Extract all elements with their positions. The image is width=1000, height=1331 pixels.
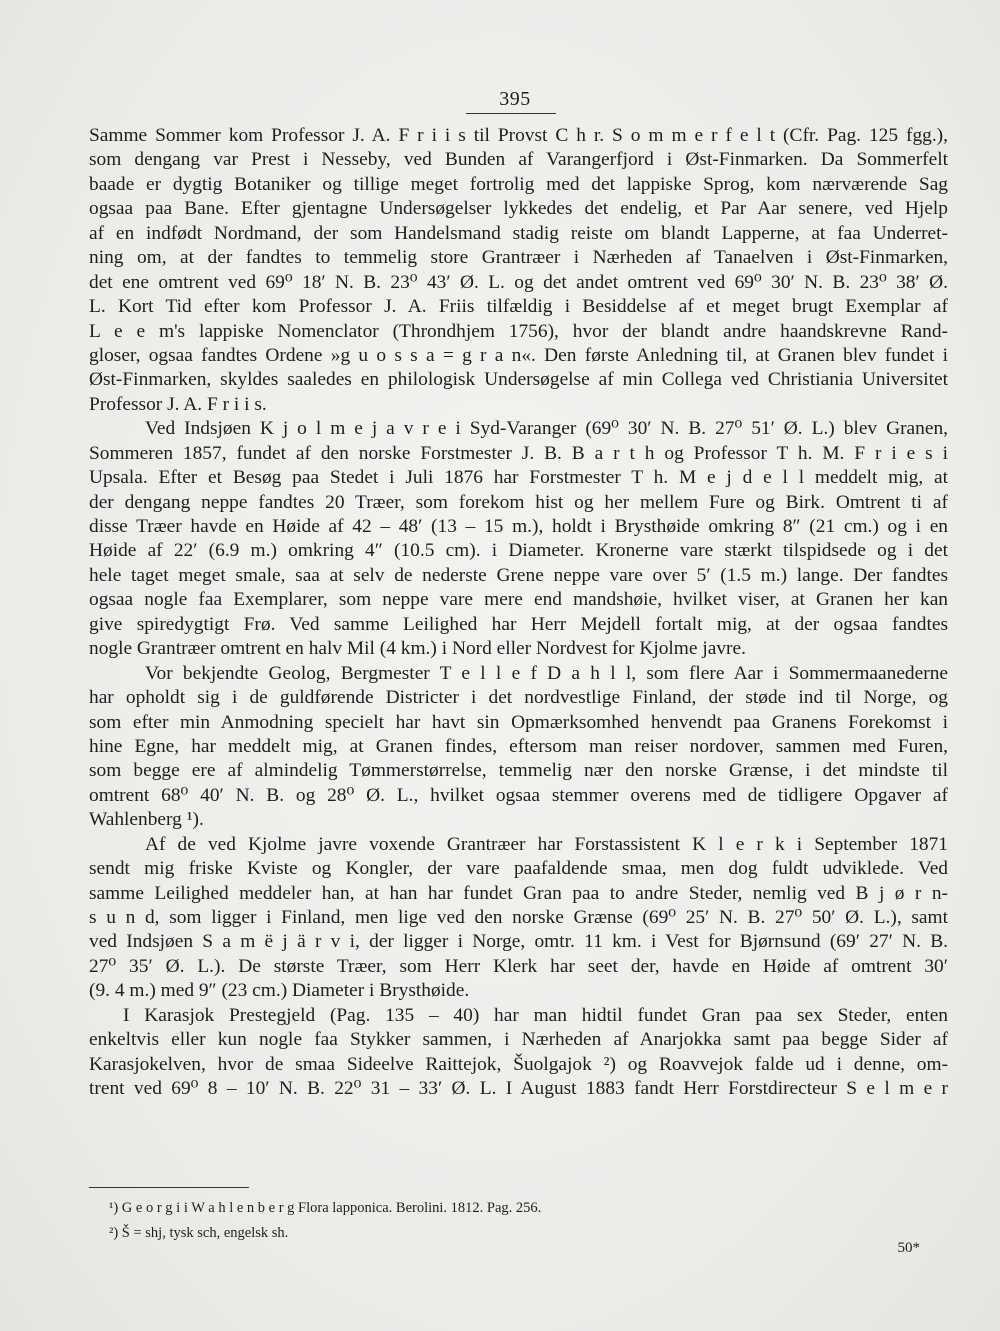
text-line: trent ved 69⁰ 8 – 10′ N. B. 22⁰ 31 – 33′ Ø. L. I August 1883 fandt Herr Forstdirecteur S e l m e r [89, 1078, 948, 1100]
text-line: Wahlenberg ¹). [89, 809, 204, 831]
text-line: L. Kort Tid efter kom Professor J. A. Friis tilfældig i Besiddelse af et meget brugt Exemplar af [89, 296, 948, 318]
text-line: Øst-Finmarken, skyldes saaledes en philologisk Undersøgelse af min Collega ved Christiania Universitet [89, 369, 948, 391]
body-text [89, 124, 948, 1102]
text-line: Samme Sommer kom Professor J. A. F r i i s til Provst C h r. S o m m e r f e l t (Cfr. Pag. 125 fgg.), [89, 125, 948, 146]
text-line: ning om, at der fandtes to temmelig store Grantræer i Nærheden af Tanaelven i Øst-Finmarken, [89, 247, 948, 269]
text-line: ved Indsjøen S a m ë j ä r v i, der ligger i Norge, omtr. 11 km. i Vest for Bjørnsund (69′ 27′ N. B. [89, 931, 948, 953]
text-line: I Karasjok Prestegjeld (Pag. 135 – 40) har man hidtil fundet Gran paa sex Steder, enten [123, 1004, 948, 1026]
text-line: give spiredygtigt Frø. Ved samme Leilighed har Herr Mejdell fortalt mig, at der ogsaa fandtes [89, 613, 948, 635]
text-line: ogsaa paa Bane. Efter gjentagne Undersøgelser lykkedes det endelig, et Par Aar senere, ved Hjelp [89, 198, 948, 220]
text-line: Høide af 22′ (6.9 m.) omkring 4″ (10.5 cm). i Diameter. Kronerne vare stærkt tilspidsede og i det [89, 540, 948, 562]
text-line: enkeltvis eller kun nogle faa Stykker sammen, i Nærheden af Anarjokka samt paa begge Sider af [89, 1029, 948, 1051]
text-line: L e e m's lappiske Nomenclator (Throndhjem 1756), hvor der blandt andre haandskrevne Rand- [89, 320, 948, 342]
text-line: der dengang neppe fandtes 20 Træer, som forekom hist og her mellem Fure og Birk. Omtrent ti af [89, 491, 948, 513]
text-line: Sommeren 1857, fundet af den norske Forstmester J. B. B a r t h og Professor T h. M. F r i e s i [89, 442, 948, 464]
text-line: gloser, ogsaa fandtes Ordene »g u o s s a = g r a n«. Den første Anledning til, at Granen blev fundet i [89, 344, 948, 366]
text-line: omtrent 68⁰ 40′ N. B. og 28⁰ Ø. L., hvilket ogsaa stemmer overens med de tidligere Opgaver af [89, 784, 948, 806]
text-line: Professor J. A. F r i i s. [89, 393, 267, 415]
footnote-rule [89, 1187, 249, 1188]
text-line: Vor bekjendte Geolog, Bergmester T e l l e f D a h l l, som flere Aar i Sommermaanederne [145, 662, 948, 684]
signature-mark: 50* [897, 1240, 920, 1256]
text-line: disse Træer havde en Høide af 42 – 48′ (13 – 15 m.), holdt i Brysthøide omkring 8″ (21 cm.) og i en [89, 516, 948, 537]
text-line: af en indfødt Nordmand, der som Handelsmand stadig reiste om blandt Lapperne, at faa Underret- [89, 222, 948, 244]
text-line: Upsala. Efter et Besøg paa Stedet i Juli 1876 har Forstmester T h. M e j d e l l meddelt mig, at [89, 467, 948, 489]
text-line: hele taget meget smale, saa at selv de nederste Grene neppe vare over 5′ (1.5 m.) lange. Der fandtes [89, 564, 948, 586]
footnote: ²) Š = shj, tysk sch, engelsk sh. [109, 1225, 289, 1241]
text-line: sendt mig friske Kviste og Kongler, der vare paafaldende smaa, men dog fuldt udviklede. Ved [89, 858, 948, 880]
footnote: ¹) G e o r g i i W a h l e n b e r g Flora lapponica. Berolini. 1812. Pag. 256. [109, 1200, 542, 1216]
text-line: hine Egne, har meddelt mig, at Granen findes, eftersom man reiser nordover, sammen med Furen, [89, 735, 948, 757]
text-line: s u n d, som ligger i Finland, men lige ved den norske Grænse (69⁰ 25′ N. B. 27⁰ 50′ Ø. L.), samt [89, 907, 948, 928]
text-line: Af de ved Kjolme javre voxende Grantræer har Forstassistent K l e r k i September 1871 [145, 833, 948, 855]
page-number: 395 [499, 88, 531, 110]
text-line: som begge ere af almindelig Tømmerstørrelse, temmelig nær den norske Grænse, i det mindste til [89, 760, 948, 782]
text-line: samme Leilighed meddeler han, at han har fundet Gran paa to andre Steder, nemlig ved B j ø r n- [89, 882, 948, 904]
text-line: 27⁰ 35′ Ø. L.). De største Træer, som Herr Klerk har seet der, havde en Høide af omtrent 30′ [89, 955, 948, 977]
text-line: (9. 4 m.) med 9″ (23 cm.) Diameter i Brysthøide. [89, 980, 470, 1002]
text-line: Karasjokelven, hvor de smaa Sideelve Raittejok, Šuolgajok ²) og Roavvejok falde ud i denne, om- [89, 1053, 948, 1075]
text-line: har opholdt sig i de guldførende Districter i det nordvestlige Finland, der støde ind til Norge, og [89, 687, 948, 709]
text-line: Ved Indsjøen K j o l m e j a v r e i Syd-Varanger (69⁰ 30′ N. B. 27⁰ 51′ Ø. L.) blev Granen, [145, 418, 948, 440]
text-line: som dengang var Prest i Nesseby, ved Bunden af Varangerfjord i Øst-Finmarken. Da Sommerfelt [89, 149, 948, 171]
footnotes [89, 1196, 849, 1246]
text-line: det ene omtrent ved 69⁰ 18′ N. B. 23⁰ 43′ Ø. L. og det andet omtrent ved 69⁰ 30′ N. B. 23⁰ 38′ Ø. [89, 271, 948, 293]
text-line: ogsaa nogle faa Exemplarer, som neppe vare mere end mandshøie, hvilket viser, at Granen her kan [89, 589, 948, 611]
text-line: som efter min Anmodning specielt har havt sin Opmærksomhed henvendt paa Granens Forekomst i [89, 711, 948, 733]
text-line: nogle Grantræer omtrent en halv Mil (4 km.) i Nord eller Nordvest for Kjolme javre. [89, 638, 746, 660]
page-number-rule [466, 113, 556, 114]
text-line: baade er dygtig Botaniker og tillige meget fortrolig med det lappiske Sprog, kom nærværende Sag [89, 173, 948, 195]
